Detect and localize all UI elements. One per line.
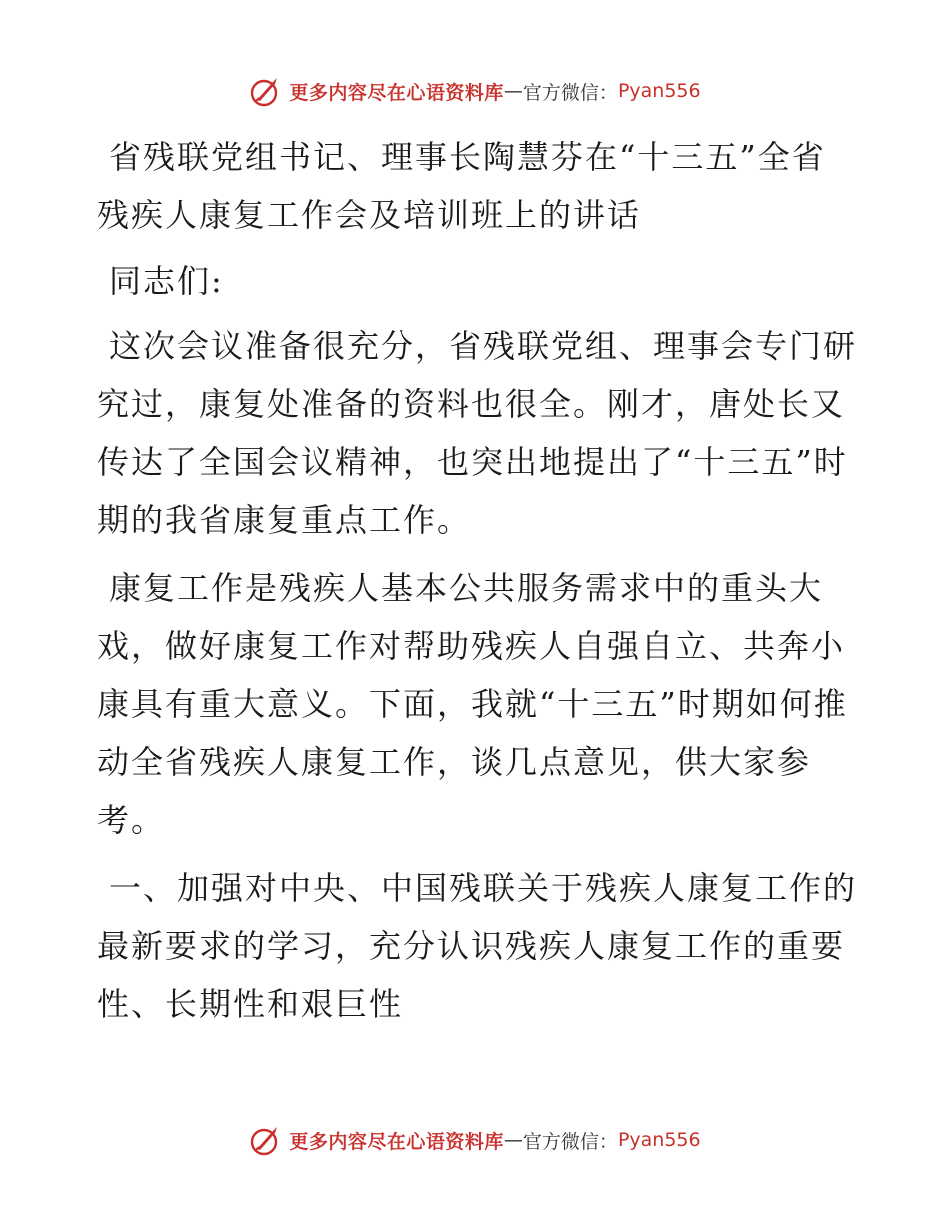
brand-name: 更多内容尽在心语资料库 bbox=[289, 81, 504, 104]
quill-pen-logo-icon bbox=[249, 74, 283, 108]
section-heading: 一、加强对中央、中国残联关于残疾人康复工作的最新要求的学习，充分认识残疾人康复工作的重要性、长期性和艰巨性 bbox=[97, 869, 858, 1023]
quill-pen-logo-icon bbox=[249, 1123, 283, 1157]
greeting: 同志们: bbox=[109, 262, 224, 300]
footer-banner bbox=[0, 1120, 950, 1160]
wechat-id: Pyan556 bbox=[617, 1129, 701, 1151]
header-banner bbox=[0, 71, 950, 111]
banner-separator: — bbox=[503, 80, 523, 102]
banner-separator: — bbox=[503, 1129, 523, 1151]
document-title: 省残联党组书记、理事长陶慧芬在“十三五”全省残疾人康复工作会及培训班上的讲话 bbox=[97, 138, 826, 234]
wechat-label: 官方微信： bbox=[522, 81, 618, 104]
wechat-label: 官方微信： bbox=[522, 1130, 618, 1153]
wechat-id: Pyan556 bbox=[617, 80, 701, 102]
paragraph: 这次会议准备很充分，省残联党组、理事会专门研究过，康复处准备的资料也很全。刚才，唐处长又传达了全国会议精神，也突出地提出了“十三五”时期的我省康复重点工作。 bbox=[97, 327, 858, 539]
document-body bbox=[97, 128, 857, 1033]
brand-name: 更多内容尽在心语资料库 bbox=[289, 1130, 504, 1153]
paragraph: 康复工作是残疾人基本公共服务需求中的重头大戏，做好康复工作对帮助残疾人自强自立、共奔小康具有重大意义。下面，我就“十三五”时期如何推动全省残疾人康复工作，谈几点意见，供大家参考。 bbox=[97, 569, 848, 839]
